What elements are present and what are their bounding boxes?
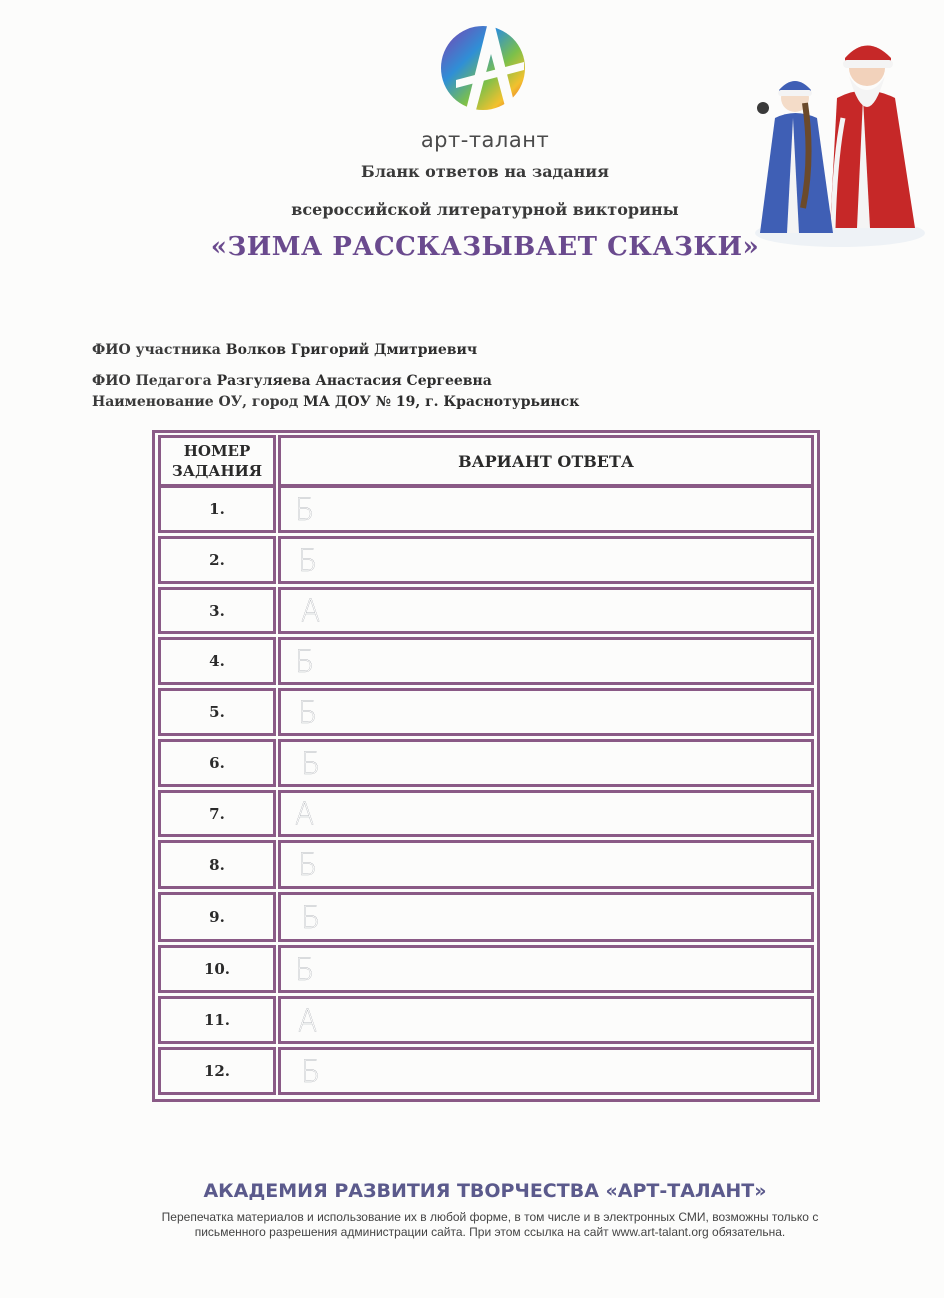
table-row	[158, 945, 814, 993]
answer-cell	[278, 1047, 814, 1095]
answer-cell	[278, 688, 814, 736]
handwritten-answer: Б	[295, 642, 315, 680]
column-header-task-number	[158, 435, 276, 487]
task-number-cell: 10.	[158, 945, 276, 993]
father-frost-snow-maiden-illustration-icon	[745, 28, 925, 248]
answer-table	[152, 430, 820, 1102]
task-number-cell: 4.	[158, 637, 276, 685]
task-number-cell: 1.	[158, 485, 276, 533]
handwritten-answer: Б	[301, 1052, 321, 1090]
table-row	[158, 637, 814, 685]
column-header-line1: НОМЕР	[183, 442, 251, 460]
task-number-cell: 12.	[158, 1047, 276, 1095]
handwritten-answer: А	[295, 795, 315, 832]
answer-cell	[278, 739, 814, 787]
answer-cell	[278, 892, 814, 942]
table-row	[158, 892, 814, 942]
school-label: Наименование ОУ, город	[92, 394, 299, 410]
handwritten-answer: Б	[301, 898, 321, 936]
footer-note-line1: Перепечатка материалов и использование их в любой форме, в том числе и в электронных СМИ, возможны только с	[161, 1210, 819, 1224]
answer-cell	[278, 996, 814, 1044]
task-number-cell: 2.	[158, 536, 276, 584]
answer-cell	[278, 587, 814, 634]
task-number-cell: 11.	[158, 996, 276, 1044]
answer-cell	[278, 637, 814, 685]
handwritten-answer: А	[301, 592, 321, 629]
answer-cell	[278, 536, 814, 584]
task-number-cell: 5.	[158, 688, 276, 736]
handwritten-answer: Б	[295, 490, 315, 528]
footer-note-line2: письменного разрешения администрации сайта. При этом ссылка на сайт www.art-talant.org обязательна.	[194, 1225, 786, 1239]
teacher-info	[92, 373, 492, 389]
participant-info	[92, 342, 477, 358]
participant-label: ФИО участника	[92, 342, 221, 358]
column-header-line2: ЗАДАНИЯ	[171, 462, 263, 480]
table-row	[158, 840, 814, 889]
table-header-row	[158, 435, 814, 487]
column-header-answer: ВАРИАНТ ОТВЕТА	[278, 435, 814, 487]
table-row	[158, 587, 814, 634]
task-number-cell: 9.	[158, 892, 276, 942]
task-number-cell: 3.	[158, 587, 276, 634]
participant-name: Волков Григорий Дмитриевич	[225, 342, 478, 358]
form-title-line2: всероссийской литературной викторины	[291, 200, 679, 219]
teacher-name: Разгуляева Анастасия Сергеевна	[216, 373, 492, 389]
answer-cell	[278, 790, 814, 837]
table-row	[158, 739, 814, 787]
handwritten-answer: Б	[301, 744, 321, 782]
school-info	[92, 394, 579, 410]
school-name: МА ДОУ № 19, г. Краснотурьинск	[303, 394, 580, 410]
answer-cell	[278, 485, 814, 533]
answer-cell	[278, 945, 814, 993]
table-row	[158, 485, 814, 533]
table-row	[158, 996, 814, 1044]
handwritten-answer: Б	[298, 541, 318, 579]
handwritten-answer: А	[298, 1001, 318, 1039]
table-row	[158, 536, 814, 584]
footer-copyright-note	[120, 1210, 860, 1240]
answer-cell	[278, 840, 814, 889]
brand-name: арт-талант	[420, 128, 550, 152]
task-number-cell: 8.	[158, 840, 276, 889]
footer-title: АКАДЕМИЯ РАЗВИТИЯ ТВОРЧЕСТВА «АРТ-ТАЛАНТ»	[203, 1180, 767, 1202]
teacher-label: ФИО Педагога	[92, 373, 212, 389]
task-number-cell: 6.	[158, 739, 276, 787]
handwritten-answer: Б	[298, 846, 318, 883]
art-talant-logo-icon	[436, 10, 530, 114]
handwritten-answer: Б	[298, 693, 318, 731]
form-title-line1: Бланк ответов на задания	[361, 162, 609, 181]
task-number-cell: 7.	[158, 790, 276, 837]
table-row	[158, 1047, 814, 1095]
handwritten-answer: Б	[295, 950, 315, 988]
quiz-title: «ЗИМА РАССКАЗЫВАЕТ СКАЗКИ»	[210, 232, 760, 262]
table-row	[158, 688, 814, 736]
table-row	[158, 790, 814, 837]
